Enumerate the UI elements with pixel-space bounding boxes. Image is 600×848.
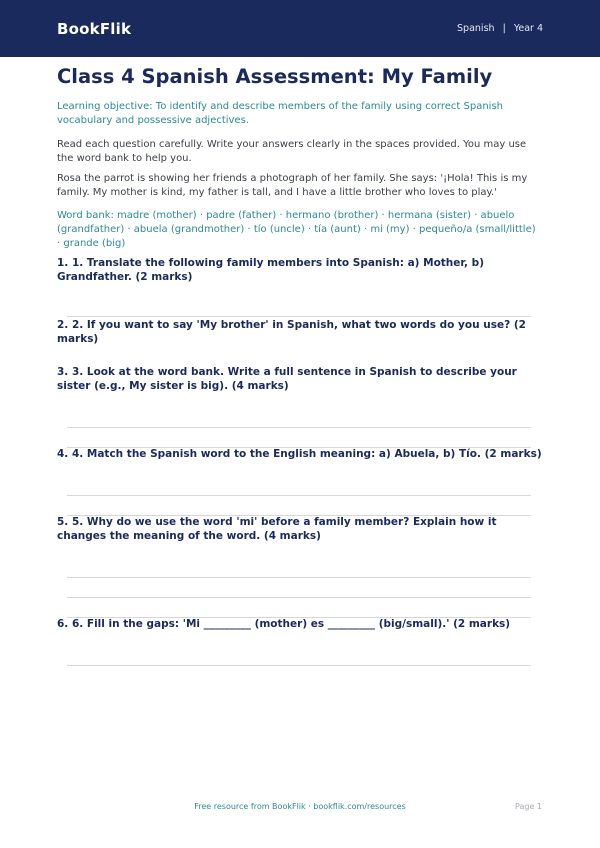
answer-line[interactable] [67, 495, 531, 496]
instructions: Read each question carefully. Write your answers clearly in the spaces provided. You may use the word bank to help you. [57, 139, 527, 164]
page-title: Class 4 Spanish Assessment: My Family [57, 65, 493, 88]
footer-resource-link[interactable]: Free resource from BookFlik · bookflik.com/resources [194, 802, 406, 811]
question-6: 6. 6. Fill in the gaps: 'Mi _________ (mother) es _________ (big/small).' (2 marks) [57, 618, 511, 630]
answer-line[interactable] [67, 316, 531, 317]
answer-line[interactable] [67, 577, 531, 578]
answer-line[interactable] [67, 597, 531, 598]
answer-line[interactable] [67, 427, 531, 428]
learning-objective: Learning objective: To identify and describe members of the family using correct Spanish vocabulary and possessive adjectives. [57, 101, 503, 126]
question-5: 5. 5. Why do we use the word 'mi' before a family member? Explain how it changes the meaning of the word. (4 marks) [57, 516, 497, 542]
question-4: 4. 4. Match the Spanish word to the English meaning: a) Abuela, b) Tío. (2 marks) [57, 448, 542, 460]
year-label: Year 4 [513, 23, 543, 34]
page-header [0, 0, 600, 57]
meta-separator: | [502, 23, 506, 34]
question-3: 3. 3. Look at the word bank. Write a full sentence in Spanish to describe your sister (e.g., My sister is big). (4 marks) [57, 366, 517, 392]
header-meta [457, 23, 543, 34]
brand-logo-text: BookFlik [57, 19, 132, 38]
page-number: Page 1 [515, 802, 542, 811]
question-1: 1. 1. Translate the following family members into Spanish: a) Mother, b) Grandfather. (2 marks) [57, 257, 484, 283]
page-footer [0, 802, 600, 816]
story-context: Rosa the parrot is showing her friends a photograph of her family. She says: '¡Hola! This is my family. My mother is kind, my father is tall, and I have a little brother who loves to play.' [57, 173, 528, 198]
word-bank: Word bank: madre (mother) · padre (father) · hermano (brother) · hermana (sister) · abuelo (grandfather) · abuela (grandmother) · tío (uncle) · tía (aunt) · mi (my) · pequeño/a (small/little) · grande (big) [57, 210, 536, 249]
subject-label: Spanish [457, 23, 495, 34]
question-2: 2. 2. If you want to say 'My brother' in Spanish, what two words do you use? (2 marks) [57, 319, 526, 345]
answer-line[interactable] [67, 665, 531, 666]
